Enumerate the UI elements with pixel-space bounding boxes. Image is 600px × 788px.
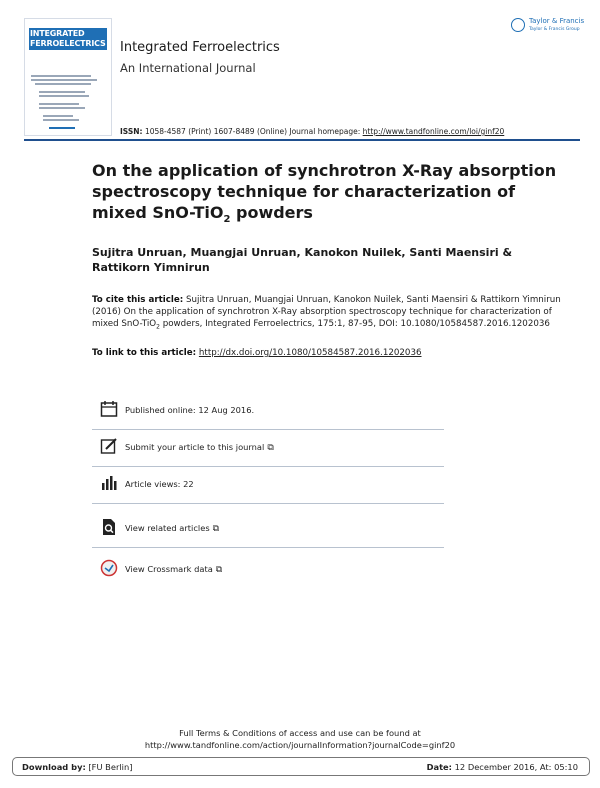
crossmark-row[interactable] bbox=[92, 551, 444, 588]
publisher-name: Taylor & Francis bbox=[529, 17, 585, 25]
journal-cover-thumbnail bbox=[24, 18, 112, 136]
publisher-logo bbox=[511, 16, 583, 36]
related-articles-row[interactable] bbox=[92, 510, 444, 548]
edit-icon bbox=[100, 437, 118, 455]
crossmark-link[interactable]: View Crossmark data ⧉ bbox=[125, 564, 223, 575]
download-info-bar bbox=[12, 757, 590, 776]
journal-subtitle: An International Journal bbox=[120, 61, 256, 75]
published-date: Published online: 12 Aug 2016. bbox=[125, 405, 255, 415]
link-label: To link to this article: bbox=[92, 348, 197, 358]
issn-label: ISSN: bbox=[120, 127, 143, 136]
submit-article-link[interactable]: Submit your article to this journal ⧉ bbox=[125, 442, 274, 453]
citation-block: To cite this article: Sujitra Unruan, Muangjai Unruan, Kanokon Nuilek, Santi Maensiri & Rattikorn Yimnirun (2016) On the application of synchrotron X-Ray absorption spectroscopy technique for characterization of mixed SnO-TiO$_2$ powders, Integrated Ferroelectrics, 175:1, 87-95, DOI: 10.1080/10584587.2016.1202036 bbox=[92, 295, 561, 331]
submit-article-row[interactable] bbox=[92, 429, 444, 467]
download-date: Date: 12 December 2016, At: 05:10 bbox=[426, 762, 578, 772]
cover-title: INTEGRATED FERROELECTRICS bbox=[30, 29, 106, 48]
related-articles-link[interactable]: View related articles ⧉ bbox=[125, 523, 220, 534]
external-link-icon: ⧉ bbox=[267, 443, 274, 453]
journal-homepage-link[interactable]: http://www.tandfonline.com/loi/ginf20 bbox=[362, 127, 505, 136]
downloaded-by: Download by: [FU Berlin] bbox=[22, 762, 133, 772]
external-link-icon: ⧉ bbox=[215, 565, 223, 575]
citation-label: To cite this article: bbox=[92, 295, 184, 305]
related-articles-icon bbox=[100, 518, 118, 536]
calendar-icon bbox=[100, 400, 118, 418]
crossmark-icon bbox=[100, 559, 118, 577]
article-views: Article views: 22 bbox=[125, 479, 194, 489]
issn-text: 1058-4587 (Print) 1607-8489 (Online) Journal homepage: bbox=[144, 127, 361, 136]
taylor-francis-icon bbox=[511, 18, 525, 32]
published-row bbox=[92, 392, 444, 430]
issn-line bbox=[120, 127, 504, 136]
terms-url[interactable]: http://www.tandfonline.com/action/journalInformation?journalCode=ginf20 bbox=[144, 740, 456, 750]
external-link-icon: ⧉ bbox=[212, 524, 220, 534]
journal-title: Integrated Ferroelectrics bbox=[120, 40, 280, 55]
terms-notice: Full Terms & Conditions of access and use can be found at bbox=[179, 728, 421, 738]
article-authors: Sujitra Unruan, Muangjai Unruan, Kanokon Nuilek, Santi Maensiri & Rattikorn Yimnirun bbox=[92, 246, 513, 274]
article-views-row bbox=[92, 466, 444, 504]
article-title: On the application of synchrotron X-Ray absorption spectroscopy technique for characterization of mixed SnO-TiO$_2$ powders bbox=[92, 161, 557, 226]
header-divider bbox=[24, 139, 580, 141]
article-doi-link[interactable]: http://dx.doi.org/10.1080/10584587.2016.1202036 bbox=[198, 348, 422, 358]
article-link-line bbox=[92, 348, 562, 358]
publisher-subtitle: Taylor & Francis Group bbox=[529, 27, 580, 32]
bar-chart-icon bbox=[100, 474, 118, 492]
